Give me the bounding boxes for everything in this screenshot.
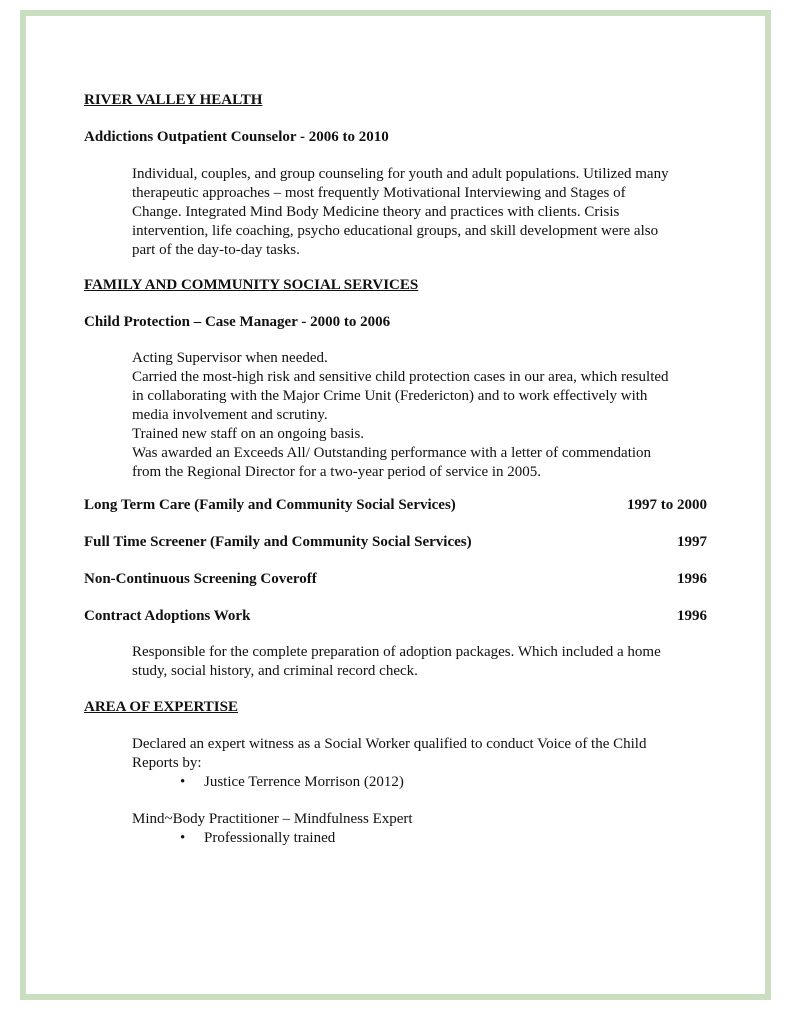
case-manager-description — [132, 349, 712, 482]
position-date: 1997 — [677, 534, 707, 550]
description-line: Mind~Body Practitioner – Mindfulness Expert — [132, 811, 413, 827]
description-line: Change. Integrated Mind Body Medicine theory and practices with clients. Crisis — [132, 204, 620, 220]
description-line: from the Regional Director for a two-year period of service in 2005. — [132, 464, 542, 480]
description-line: Carried the most-high risk and sensitive child protection cases in our area, which resulted — [132, 369, 669, 385]
position-row-screening-coveroff — [84, 570, 707, 589]
position-row-long-term-care — [84, 496, 707, 515]
description-line: Declared an expert witness as a Social Worker qualified to conduct Voice of the Child — [132, 736, 647, 752]
bullet-icon: • — [180, 830, 186, 846]
job-title-case-manager: Child Protection – Case Manager - 2000 to 2006 — [84, 314, 391, 330]
section-heading-family-community: FAMILY AND COMMUNITY SOCIAL SERVICES — [84, 277, 419, 293]
description-line: Individual, couples, and group counseling for youth and adult populations. Utilized many — [132, 166, 669, 182]
section-heading-expertise: AREA OF EXPERTISE — [84, 699, 238, 715]
position-title: Contract Adoptions Work — [84, 608, 251, 624]
river-valley-description — [132, 165, 712, 260]
description-line: intervention, life coaching, psycho educational groups, and skill development were also — [132, 223, 659, 239]
bullet-text: Professionally trained — [204, 830, 336, 846]
adoptions-description — [132, 643, 712, 681]
description-line: part of the day-to-day tasks. — [132, 242, 300, 258]
description-line: Responsible for the complete preparation of adoption packages. Which included a home — [132, 644, 661, 660]
expert-witness-description — [132, 735, 712, 773]
description-line: Acting Supervisor when needed. — [132, 350, 328, 366]
mind-body-line — [132, 810, 712, 829]
position-title: Long Term Care (Family and Community Social Services) — [84, 497, 456, 513]
bullet-icon: • — [180, 774, 186, 790]
position-date: 1997 to 2000 — [627, 497, 707, 513]
position-date: 1996 — [677, 608, 707, 624]
description-line: in collaborating with the Major Crime Unit (Fredericton) and to work effectively with — [132, 388, 648, 404]
bullet-text: Justice Terrence Morrison (2012) — [204, 774, 404, 790]
description-line: study, social history, and criminal record check. — [132, 663, 418, 679]
description-line: therapeutic approaches – most frequently Motivational Interviewing and Stages of — [132, 185, 626, 201]
position-row-contract-adoptions — [84, 607, 707, 626]
description-line: Reports by: — [132, 755, 202, 771]
position-row-full-time-screener — [84, 533, 707, 552]
description-line: Was awarded an Exceeds All/ Outstanding performance with a letter of commendation — [132, 445, 652, 461]
description-line: Trained new staff on an ongoing basis. — [132, 426, 365, 442]
position-title: Non-Continuous Screening Coveroff — [84, 571, 317, 587]
position-date: 1996 — [677, 571, 707, 587]
job-title-addictions-counselor: Addictions Outpatient Counselor - 2006 to 2010 — [84, 129, 389, 145]
section-heading-river-valley: RIVER VALLEY HEALTH — [84, 92, 263, 108]
description-line: media involvement and scrutiny. — [132, 407, 328, 423]
position-title: Full Time Screener (Family and Community Social Services) — [84, 534, 472, 550]
